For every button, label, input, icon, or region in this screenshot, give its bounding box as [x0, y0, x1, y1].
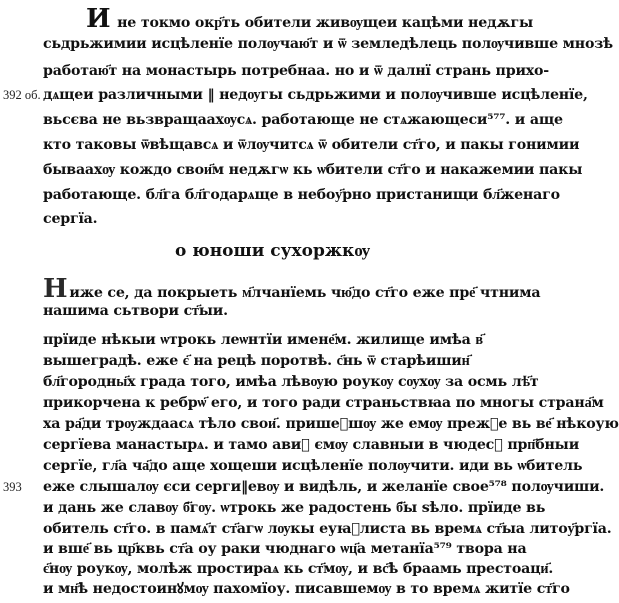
text-line-10-content: иже се, да покрыеть м҃лчанїемь чю҃до ст҃го еже пре҃ чтнима — [69, 285, 541, 301]
margin-note-392-verso: 392 об. — [3, 88, 41, 102]
text-line-17 — [43, 434, 580, 456]
text-line-2 — [43, 33, 613, 55]
text-line-24-content: и мн҃ѣ недостоинꙋмѹ пахомїоу. писавшемѹ в то времѧ житїе ст҃го — [43, 581, 570, 597]
text-line-16 — [43, 413, 619, 435]
text-line-14-content: бл҃городны҃х града того, имѣа лѣвѹю роукѹ сѹхѹ за осмь лѣ҃т — [43, 374, 539, 390]
text-line-5 — [43, 109, 563, 131]
text-line-19-content: еже слышалѹ єси серги‖евѹ и видѣль, и желанїе свое⁵⁷⁸ полѹчиши. — [43, 479, 605, 495]
initial-letter-i: И — [86, 4, 111, 34]
text-line-15-content: прикорчена к ребрѡ҃ его, и того ради страньствꙗа по многы страна҃м — [43, 395, 604, 411]
text-line-13 — [43, 350, 541, 372]
text-line-19 — [43, 476, 605, 498]
text-line-3-content: работаю҃т на монастырь потребнаа. но и ѿ далнї странь прихо- — [43, 63, 549, 79]
initial-letter-n: Н — [43, 274, 68, 304]
text-line-12 — [43, 329, 541, 351]
text-line-6-content: кто таковы ѿвѣщавсѧ и ѿлѹчитсѧ ѿ обители ст҃го, и пакы гонимии — [43, 137, 580, 153]
text-line-24 — [43, 578, 570, 600]
text-line-8 — [43, 184, 560, 206]
text-line-14 — [43, 371, 541, 393]
text-line-7-content: бываахѹ кождо свои҃м недѫгѡ кь ѡбители ст҃го и накажемии пакы — [43, 162, 583, 178]
text-line-23-content: є҃нѹ роукѹ, молѣж простираѧ кь ст҃мѹ, и вс҃ѣ браамь престоаци҃. — [43, 561, 554, 577]
text-line-18 — [43, 455, 583, 477]
text-line-3 — [43, 60, 549, 82]
text-line-21-content: обитель ст҃го. в памѧ҃т ст҃агѡ лѹкы еуꙗ҃листа вь времѧ ст҃ыа литоу҃ргїа. — [43, 521, 612, 537]
text-line-22 — [43, 538, 541, 560]
text-line-17-content: сергїева манастырѧ. и тамо авиⷣ ємѹ славныи в чюдесⷯ прп҃бныи — [43, 437, 580, 453]
text-line-22-content: и вше҃ вь цр҃квь ст҃а оу раки чюднаго ѡц҃а метанїа⁵⁷⁹ твора на — [43, 541, 527, 557]
text-line-21 — [43, 518, 612, 540]
text-line-12-content: прїиде нѣкыи ѡтрокь леѡнтїи имене҃м. жилище имѣа в҃ — [43, 332, 483, 348]
text-line-1-content: не токмо окр҃ть обители живѹщеи кацѣми недѫгы — [112, 15, 533, 31]
text-line-20 — [43, 497, 546, 519]
text-line-4 — [43, 84, 588, 106]
text-line-9-content: сергїа. — [43, 211, 98, 227]
text-line-5-content: вьсєва не вьзвращаахѹсѧ. работающе не стѧжающеси⁵⁷⁷. и аще — [43, 112, 563, 128]
text-line-9 — [43, 208, 541, 230]
text-line-1 — [86, 4, 541, 34]
text-line-11-content: нашима сьтвори ст҃ыи. — [43, 303, 228, 319]
text-line-13-content: вышеградѣ. еже є҃ на рецѣ поротвѣ. с҃нь ѿ старѣишин҃ — [43, 353, 470, 369]
text-line-23 — [43, 558, 554, 580]
text-line-8-content: работающе. бл҃га бл҃годарѧще в небоу҃рно пристанищи бл҃женаго — [43, 187, 560, 203]
text-line-20-content: и дань же славѹ б҃гѹ. ѡтрокь же радостень б҃ы ѕѣло. прїиде вь — [43, 500, 546, 516]
section-title: о юноши сухоржкѹ — [175, 241, 370, 261]
text-line-18-content: сергїе, гл҃а ча҃до аще хощеши исцѣленїе полѹчити. иди вь ѡбитель — [43, 458, 583, 474]
text-line-7 — [43, 159, 583, 181]
text-line-15 — [43, 392, 604, 414]
text-line-16-content: ха ра҃ди трѹждаасѧ тѣло свои҃. пришеⷣшѹ же емѹ прежⷣе вь ве҃ нѣкоую — [43, 416, 619, 432]
text-line-2-content: сьдрьжимии исцѣленїе полѹчаю҃т и ѿ землед​ѣлець полѹчивше мнозѣ — [43, 36, 613, 52]
margin-note-393: 393 — [3, 480, 22, 494]
text-line-11 — [43, 300, 541, 322]
text-line-4-content: дѧщеи различными ‖ недѹгы сьдрьжими и полѹчивше исцѣленїе, — [43, 87, 588, 103]
text-line-10 — [43, 276, 541, 302]
text-line-6 — [43, 134, 580, 156]
